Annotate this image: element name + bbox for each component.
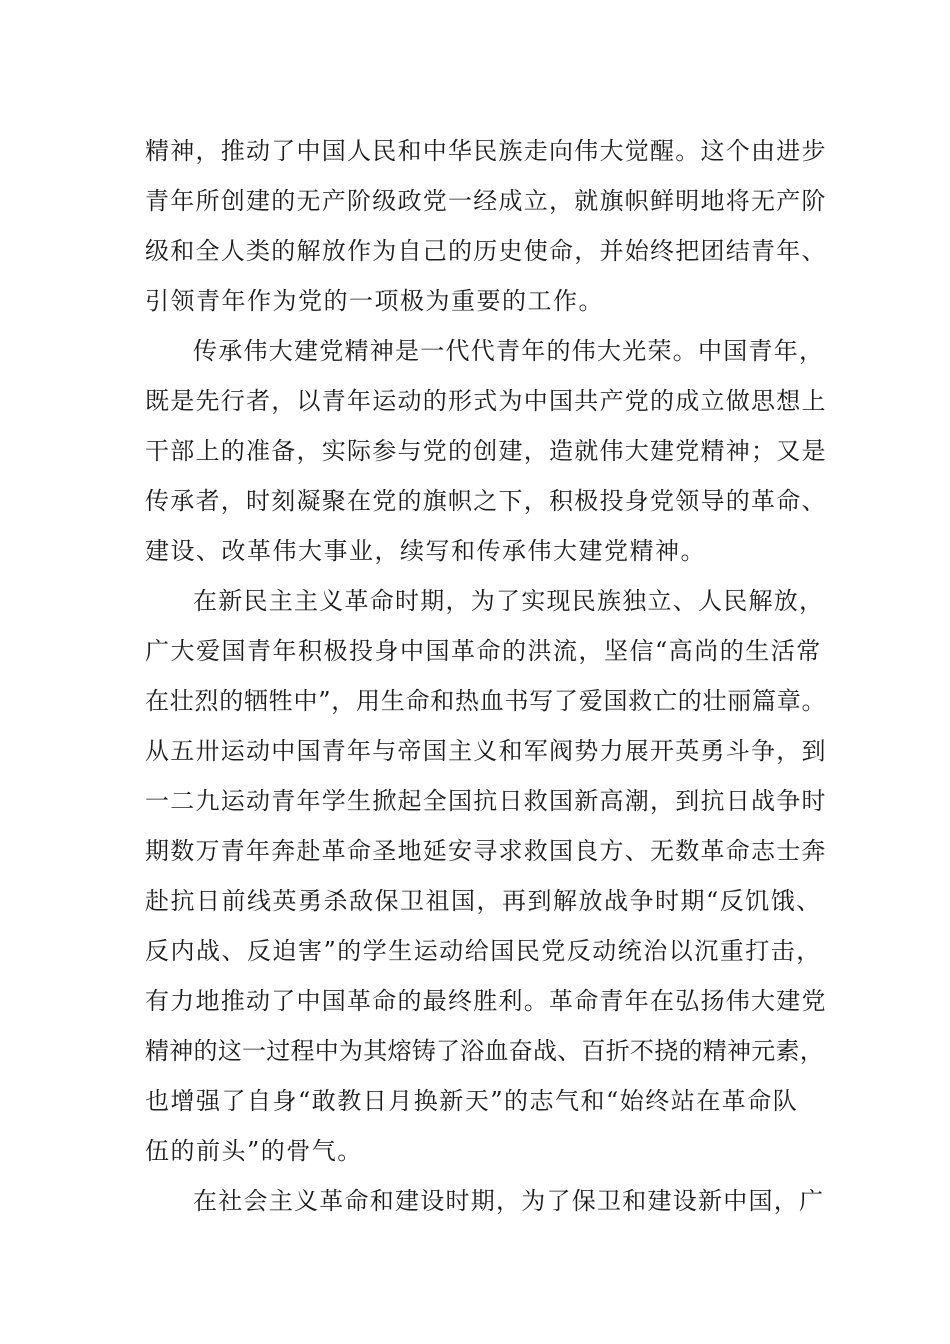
text-line-7: 干部上的准备，实际参与党的创建，造就伟大建党精神；又是 xyxy=(145,437,827,465)
text-line-17: 反内战、反迫害”的学生运动给国民党反动统治以沉重打击， xyxy=(145,937,822,965)
text-line-3: 级和全人类的解放作为自己的历史使命，并始终把团结青年、 xyxy=(145,237,827,265)
text-line-15: 期数万青年奔赴革命圣地延安寻求救国良方、无数革命志士奔 xyxy=(145,837,827,865)
text-line-13: 从五卅运动中国青年与帝国主义和军阀势力展开英勇斗争，到 xyxy=(145,737,827,765)
text-line-11: 广大爱国青年积极投身中国革命的洪流，坚信“高尚的生活常 xyxy=(145,637,822,665)
paragraph-3-line-1: 在新民主主义革命时期，为了实现民族独立、人民解放， xyxy=(193,587,825,615)
text-line-20: 也增强了自身“敢教日月换新天”的志气和“始终站在革命队 xyxy=(145,1087,799,1115)
text-line-21: 伍的前头”的骨气。 xyxy=(145,1137,363,1165)
text-line-4: 引领青年作为党的一项极为重要的工作。 xyxy=(145,287,604,315)
paragraph-4-line-1: 在社会主义革命和建设时期，为了保卫和建设新中国，广 xyxy=(193,1187,825,1215)
text-line-18: 有力地推动了中国革命的最终胜利。革命青年在弘扬伟大建党 xyxy=(145,987,827,1015)
text-line-9: 建设、改革伟大事业，续写和传承伟大建党精神。 xyxy=(145,537,706,565)
text-line-12: 在壮烈的牺牲中”，用生命和热血书写了爱国救亡的壮丽篇章。 xyxy=(145,687,827,715)
text-line-6: 既是先行者，以青年运动的形式为中国共产党的成立做思想上 xyxy=(145,387,827,415)
text-line-2: 青年所创建的无产阶级政党一经成立，就旗帜鲜明地将无产阶 xyxy=(145,187,827,215)
text-line-19: 精神的这一过程中为其熔铸了浴血奋战、百折不挠的精神元素， xyxy=(145,1037,824,1065)
text-line-8: 传承者，时刻凝聚在党的旗帜之下，积极投身党领导的革命、 xyxy=(145,487,827,515)
text-line-1: 精神，推动了中国人民和中华民族走向伟大觉醒。这个由进步 xyxy=(145,137,827,165)
text-line-14: 一二九运动青年学生掀起全国抗日救国新高潮，到抗日战争时 xyxy=(145,787,827,815)
paragraph-2-line-1: 传承伟大建党精神是一代代青年的伟大光荣。中国青年， xyxy=(193,337,825,365)
text-line-16: 赴抗日前线英勇杀敌保卫祖国，再到解放战争时期“反饥饿、 xyxy=(145,887,822,915)
